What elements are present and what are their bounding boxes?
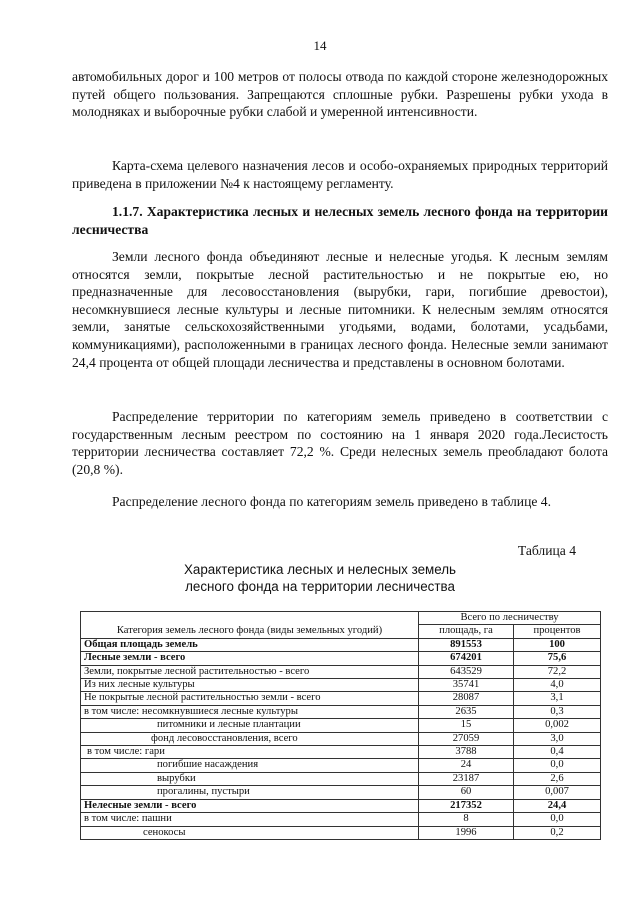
header-percent-cell: процентов bbox=[514, 625, 601, 638]
table-row bbox=[81, 772, 601, 785]
row-area-cell: 15 bbox=[419, 719, 514, 732]
table-row bbox=[81, 759, 601, 772]
table-row bbox=[81, 826, 601, 839]
row-percent-cell: 0,2 bbox=[514, 826, 601, 839]
table-row bbox=[81, 719, 601, 732]
table-row bbox=[81, 638, 601, 651]
row-label-cell: сенокосы bbox=[81, 826, 419, 839]
paragraph-continuation: автомобильных дорог и 100 метров от полосы отвода по каждой стороне железнодорожных путей общего пользования. Запрещаются сплошные рубки. Разрешены рубки ухода в молодняках и выборочные рубки слабой и умеренной интенсивности. bbox=[72, 69, 608, 120]
header-group-cell: Всего по лесничеству bbox=[419, 612, 601, 625]
table-header-row-2 bbox=[81, 625, 601, 638]
row-percent-cell: 100 bbox=[514, 638, 601, 651]
row-percent-cell: 3,1 bbox=[514, 692, 601, 705]
row-percent-cell: 0,0 bbox=[514, 759, 601, 772]
row-label-cell: в том числе: пашни bbox=[81, 813, 419, 826]
table-header-row-1 bbox=[81, 612, 601, 625]
row-label-cell: Общая площадь земель bbox=[81, 638, 419, 651]
row-area-cell: 3788 bbox=[419, 746, 514, 759]
row-label-cell: в том числе: несомкнувшиеся лесные культуры bbox=[81, 705, 419, 718]
row-percent-cell: 0,0 bbox=[514, 813, 601, 826]
row-label-cell: питомники и лесные плантации bbox=[81, 719, 419, 732]
table-row bbox=[81, 665, 601, 678]
row-area-cell: 674201 bbox=[419, 652, 514, 665]
row-percent-cell: 0,002 bbox=[514, 719, 601, 732]
section-heading: 1.1.7. Характеристика лесных и нелесных земель лесного фонда на территории лесничества bbox=[72, 204, 608, 237]
row-label-cell: Лесные земли - всего bbox=[81, 652, 419, 665]
row-label-cell: Из них лесные культуры bbox=[81, 679, 419, 692]
row-area-cell: 28087 bbox=[419, 692, 514, 705]
row-area-cell: 8 bbox=[419, 813, 514, 826]
row-label-cell: вырубки bbox=[81, 772, 419, 785]
table-caption-line-1: Характеристика лесных и нелесных земель bbox=[183, 562, 457, 577]
row-percent-cell: 0,4 bbox=[514, 746, 601, 759]
header-cell-empty bbox=[81, 612, 419, 625]
row-area-cell: 35741 bbox=[419, 679, 514, 692]
row-percent-cell: 3,0 bbox=[514, 732, 601, 745]
row-label-cell: погибшие насаждения bbox=[81, 759, 419, 772]
row-area-cell: 643529 bbox=[419, 665, 514, 678]
row-label-cell: в том числе: гари bbox=[81, 746, 419, 759]
row-area-cell: 24 bbox=[419, 759, 514, 772]
table-row bbox=[81, 679, 601, 692]
table-row bbox=[81, 746, 601, 759]
row-percent-cell: 0,3 bbox=[514, 705, 601, 718]
table-caption bbox=[0, 561, 640, 595]
row-area-cell: 1996 bbox=[419, 826, 514, 839]
row-percent-cell: 4,0 bbox=[514, 679, 601, 692]
row-label-cell: Земли, покрытые лесной растительностью - всего bbox=[81, 665, 419, 678]
paragraph-table-reference: Распределение лесного фонда по категориям земель приведено в таблице 4. bbox=[112, 494, 551, 509]
row-percent-cell: 0,007 bbox=[514, 786, 601, 799]
table-number: Таблица 4 bbox=[517, 543, 576, 558]
header-area-cell: площадь, га bbox=[419, 625, 514, 638]
row-label-cell: фонд лесовосстановления, всего bbox=[81, 732, 419, 745]
table-caption-line-2: лесного фонда на территории лесничества bbox=[185, 579, 455, 594]
table-row bbox=[81, 813, 601, 826]
row-percent-cell: 24,4 bbox=[514, 799, 601, 812]
row-area-cell: 217352 bbox=[419, 799, 514, 812]
row-label-cell: прогалины, пустыри bbox=[81, 786, 419, 799]
table-row bbox=[81, 705, 601, 718]
page-number: 14 bbox=[313, 38, 327, 53]
row-area-cell: 23187 bbox=[419, 772, 514, 785]
row-percent-cell: 75,6 bbox=[514, 652, 601, 665]
row-area-cell: 891553 bbox=[419, 638, 514, 651]
paragraph-map-reference: Карта-схема целевого назначения лесов и особо-охраняемых природных территорий приведена в приложении №4 к настоящему регламенту. bbox=[72, 158, 608, 191]
paragraph-distribution: Распределение территории по категориям земель приведено в соответствии с государственным лесным реестром по состоянию на 1 января 2020 года.Лесистость территории лесничества составляет 72,2 %. Среди нелесных земель преобладают болота (20,8 %). bbox=[72, 409, 608, 477]
land-category-table bbox=[80, 611, 601, 840]
row-area-cell: 60 bbox=[419, 786, 514, 799]
row-percent-cell: 2,6 bbox=[514, 772, 601, 785]
row-label-cell: Нелесные земли - всего bbox=[81, 799, 419, 812]
row-label-cell: Не покрытые лесной растительностью земли - всего bbox=[81, 692, 419, 705]
row-percent-cell: 72,2 bbox=[514, 665, 601, 678]
row-area-cell: 27059 bbox=[419, 732, 514, 745]
paragraph-land-description: Земли лесного фонда объединяют лесные и нелесные угодья. К лесным землям относятся земли, покрытые лесной растительностью и не покрытые ею, но предназначенные для лесовосстановления (вырубки, гари, погибшие древостои), несомкнувшиеся лесные культуры и лесные питомники. К нелесным землям относятся земли, занятые сельскохозяйственными угодьями, водами, болотами, усадьбами, коммуникациями), расположенными в границах лесного фонда. Нелесные земли занимают 24,4 процента от общей площади лесничества и представлены в основном болотами. bbox=[72, 249, 608, 370]
table-row bbox=[81, 692, 601, 705]
table-row bbox=[81, 799, 601, 812]
table-row bbox=[81, 786, 601, 799]
header-category-cell: Категория земель лесного фонда (виды земельных угодий) bbox=[81, 625, 419, 638]
row-area-cell: 2635 bbox=[419, 705, 514, 718]
table-row bbox=[81, 652, 601, 665]
table-row bbox=[81, 732, 601, 745]
